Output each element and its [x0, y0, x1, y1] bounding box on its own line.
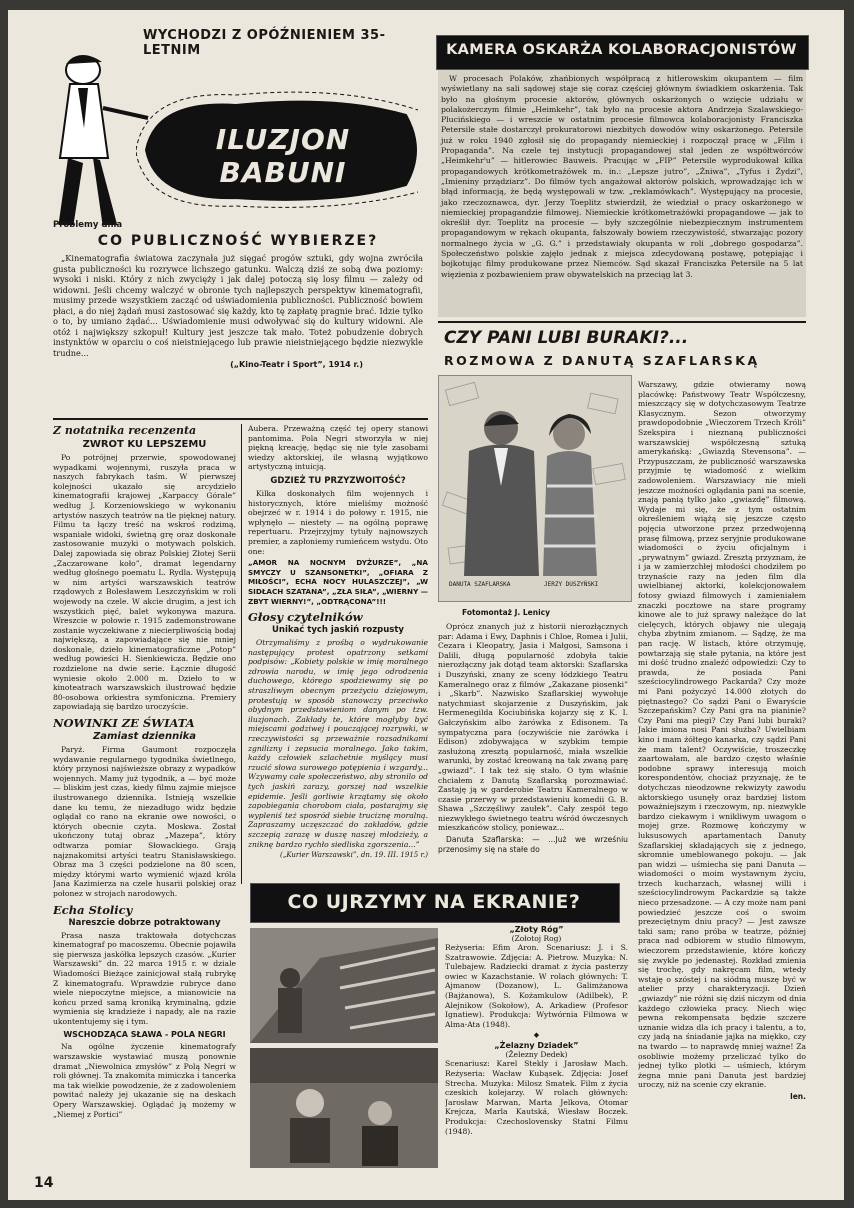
- buraki-column-1: [438, 622, 628, 897]
- photo-caption-left: DANUTA SZAFLARSKA: [449, 581, 511, 588]
- ekran-title: CO UJRZYMY NA EKRANIE?: [287, 891, 581, 913]
- left-column-2: [248, 424, 428, 886]
- echa-body: Prasa nasza traktowała dotychczas kinematograf po macoszemu. Obecnie pojawiła się pierwsza jaskółka lepszych czasów. „Kurier Warszawski” dn. 22 marca 1915 r. w dziale Wiadomości Bieżące zainicjował stałą rubrykę Z kinematografu. Wprawdzie rubryce dano wiele niepoczytne miejsce, a mianowicie na końcu przed samą kroniką kryminalną, gdzie wymienia się kradzieże i napady, ale na razie ukontentujemy się i tym.: [53, 930, 236, 1026]
- buraki-subtitle: ROZMOWA Z DANUTĄ SZAFLARSKĄ: [444, 353, 760, 368]
- gdziez-body: Kilka doskonałych film wojennych i historycznych, które mieliśmy możność obejrzeć w r. 1914 i do połowy r. 1915, nie wpłynęło — niestety — na ogólną poprawę repertuaru. Przejrzyjmy tytuły najnowszych premier, a zapłoniemy rumieńcem wstydu. Oto one:: [248, 488, 428, 556]
- kamera-body: W procesach Polaków, zhańbionych współpracą z hitlerowskim okupantem — film wyświetlany na sali sądowej staje się coraz częściej głównym świadkiem oskarżenia. Tak było na głośnym procesie aktorów, głównych oskarżonych o wzięcie udziału w polakożerczym filmie „Heimkehr”, tak było na procesie aktora Andrzeja Szalawskiego-Plucińskiego — i wreszcie w ostatnim procesie filmowca kolaboracjonisty Franciszka Petersile stałe dostarczył prokuratorowi niezbitych dowodów winy oskarżonego. Petersile już w roku 1940 zgłosił się do propagandy niemieckiej i rozpoczął pracę w „Film i Propaganda”. Na czele tej instytucji propagandowej stał jeden ze współtwórców „Heimkehr'u” — hitlerowiec Bauweis. Pracując w „FIP” Petersile wyprodukował kilka propagandowych krótkometrażówek m. in.: „Lepsze jutro”, „Żniwa”, „Tyfus i Żydzi”, „Imieniny prządziarz”. Do filmów tych angażował aktorów polskich, wprowadzając ich w błąd informacją, że będą występowali w tzw. „reklamówkach”. Występujący na procesie, jako rzeczoznawca, dyr. Jerzy Toeplitz stwierdził, że wiedział o pracy oskarżonego w niemieckiej propagandzie filmowej. Niemieckie krótkometrażówki propagandowe — jak to określił dyr. Toeplitz na procesie — były szczególnie niebezpiecznym instrumentem propagandowym w rękach okupanta, fałszowały bowiem rzeczywistość, stwarzając pozory normalnego życia w „G. G.” i przedstawiały okupanta w roli „dobrego gospodarza”. Społeczeństwo polskie zajęło jednak z miejsca zdecydowaną postawę, potępiając i bojkotując filmy produkowane przez Niemców. Sąd skazał Franciszka Petersile na 5 lat więzienia z pozbawieniem praw obywatelskich na przeciąg lat 3.: [441, 74, 803, 279]
- divider-right-top: [438, 321, 806, 323]
- glosy-subtitle: Unikać tych jaskiń rozpusty: [272, 625, 404, 636]
- film1-orig: (Zołotoj Rog): [511, 934, 562, 943]
- kamera-article: [438, 70, 806, 317]
- nowinki-subtitle: Zamiast dziennika: [92, 731, 197, 743]
- film-separator-icon: ◆: [533, 1031, 540, 1040]
- wschodzaca-body: Na ogólne życzenie kinematografy warszawskie wystawiać muszą ponownie dramat „Niewolnica zmysłów” z Polą Negri w roli głównej. Ta znakomita mimiczka i tancerka ma tak wielkie powodzenie, że z zadowoleniem powitać należy jej ukazanie się na deskach Opery Warszawskiej. Oglądać ją możemy w „Niemej z Portici”: [53, 1042, 236, 1119]
- problemy-section: [53, 220, 423, 415]
- buraki-column-2: [638, 380, 806, 1180]
- nowinki-title: NOWINKI ZE ŚWIATA: [53, 716, 195, 731]
- film2-title: „Żelazny Dziadek”: [494, 1041, 579, 1051]
- buraki-col2: Warszawy, gdzie otwieramy nową placówkę: Państwowy Teatr Współczesny, mieszczący się w dotychczasowym Teatrze Klasycznym. Sezon otworzymy prawdopodobnie „Wieczorem Trzech Króli” Szekspira i nieznaną publiczności warszawskiej współczesną sztuką amerykańską: „Gwiazdą Stevensona”. — Przypuszczam, że publiczność warszawska przyjmie tę wiadomość z wielkim zadowoleniem. Warszawiacy nie mieli jeszcze możności oglądania pani na scenie, znają panią tylko jako „gwiazdę” filmową. Wydaje mi się, że z tym ostatnim określeniem wiążą się jeszcze często pojęcia utworzone przez przedwojenną prasę filmową, przez seryjnie produkowane wiadomości o życiu oficjalnym i „prywatnym” gwiazd. Zresztą przyznam, że i ja w zamierzchłej młodości chodziłem po trzynaście razy na jeden film dla uwielbianej aktorki, kolekcjonowałem fotosy gwiazd filmowych i zamieniałem znaczki pocztowe na stare programy kinowe ale to już sprawy należące do lat cielęcych, których objawy nie ulegają chyba zbytnim zmianom. — Sądzę, że ma pan rację. W listach, które otrzymuję, powtarzają się stałe pytania, na które jest mi dość trudno znaleźć odpowiedzi: Czy to prawda, że posiada Pani sześciocylindrowego Packarda? Czy może mi Pani pożyczyć 14.000 złotych do piętnastego? Co sądzi Pani o Ewaryście Szczepańskim? Czy Pani gra na pianinie? Czy Pani ma piegi? Czy Pani lubi buraki? Jakie imiona nosi Pani służba? Uwielbiam kino i mam żółtego kanarka, czy sądzi Pani że mam talent? Oczywiście, troszeczkę zaartowałam, ale bardzo często właśnie podobne sprawy interesują moich korespondentów, chociaż przyznaję, że te dotychczas nieodzowne rekwizyty zawodu aktorskiego usunęły oraz bardziej listom poważniejszym i rzeczowym, np. niezwykle bardzo ciekawym i wnikliwym uwagom o mojej grze. Rozmowę kończymy w luksusowych apartamentach Danuty Szaflarskiej składających się z jednego, skromnie umeblowanego pokoju. — Jak pan widzi — uśmiecha się pani Danuta — wiadomości o moim wystawnym życiu, trzech kucharzach, własnej willi i sześciocylindrowym Packardzie są także nieco przesadzone. — A czy może nam pani powiedzieć jeszcze coś o swoim prezeciętnym dniu pracy? — Jest zawsze taki sam; rano próba w teatrze, później praca nad odbiorem w studio filmowym, wieczorem przedstawienie, które kończy się zwykle po jedenastej. Rozkład zmienia się trochę, gdy nakręcam film, wtedy wstaję o szóstej i na siódmą muszę być w atelier przy charakteryzacji. Dzień „gwiazdy” nie różni się dziś niczym od dnia każdego człowieka pracy. Niech więc pewna rekompensata będzie szczere uznanie widza dla ich pracy i talentu, a to, czy jadą na śniadanie jajka na miękko, czy na twardo — to naprawdę mniej ważne! Za osobliwie możemy przeliczać tylko do jednej tylko plotki — uśmiech, którym żegna mnie pani Danuta jest bardziej uroczy, niż na scenie czy ekranie.: [638, 380, 806, 1090]
- problemy-body: „Kinematografia światowa zaczynała już sięgać progów sztuki, gdy wojna zwróciła gusta publiczności ku rozrywce lichszego gatunku. Walczą dziś ze sobą dwa poziomy: wysoki i niski. Który z nich zwycięży i jak dalej potoczą się losy filmu — zależy od widowni. Jeśli chcemy walczyć w obronie tych najlepszych perspektyw kinematografii, musimy przede wszystkiem zacząć od uświadomienia publiczności. Publiczność bowiem płaci, a do niej żądań musi zastosować się każdy, kto tę zapłatę pragnie brać. Idzie tylko o to, by umiano żądać... Uświadomienie musi odwoływać się do kultury widowni. Ale otóż i największy szkopuł! Kultury jest jeszcze tak mało. Toteż pobudzenie dobrych instynktów w oparciu o coś nieistniejącego lub prawie nieistniejącego będzie niezwykle trudne...: [53, 253, 423, 358]
- echa-title: Echa Stolicy: [53, 902, 133, 917]
- logo-text: ILUZJON BABUNI: [215, 123, 351, 189]
- notatnik-body: Po potrójnej przerwie, spowodowanej wypadkami wojennymi, ruszyła praca w naszych fabrykach taśm. W pierwszej kolejności ukazało się arcydzieło kinematografii krajowej „Karpaccy Górale” według J. Korzeniowskiego w wykonaniu artystów naszych teatrów na tle pięknej natury. Filmu ta łączy treść na wskroś rodzimą, wspaniałe widoki, świetną grę oraz doskonałe zastosowanie muzyki o motywach polskich. Dalej zapowiada się obraz Polskiej Złotej Serii „Zaczarowane koło”, dramat legendarny według głośnego poematu L. Rydla. Występują w nim artyści warszawskich teatrów rządowych z Bolesławem Leszczyńskim w roli wojewody na czele. W akcie drugim, a jest ich wszystkich pięć, balet wykonywa mazura. Wreszcie w połowie r. 1915 zademonstrowane zostanie wyczekiwane z niecierpliwością bodaj największą, a zapowiadające się nie mniej doskonale, dzieło kinematograficzne „Potop” według powieści H. Sienkiewicza. Będzie ono rozdzielone na dwie serie. Łącznie długość wyniesie około 2.000 m. Dzieło to w kinoteatrach warszawskich ilustrować będzie 80-osobowa orkiestra symfoniczna. Premiery zapowiadają się bardzo uroczyście.: [53, 453, 236, 712]
- divider-left-vertical: [241, 424, 242, 884]
- photo-caption-right: JERZY DUSZYŃSKI: [544, 581, 599, 588]
- glosy-body: Otrzymaliśmy z prośbą o wydrukowanie następujący protest opatrzony setkami podpisów: „Kobiety polskie w imię moralnego zdrowia narodu, w imię jego odrodzenia duchowego, którego spodziewamy się po straszliwym obecnym przeżyciu dziejowym, protestują w sposób stanowczy przeciwko obydnym przedstawieniom danym po tzw. iluzjonach. Zakłady te, które mogłyby być miejscami godziwej i pouczającej rozrywki, w rzeczywistości są przeważnie rozsadnikami zgnilizny i zepsucia moralnego. Jako takim, każdy człowiek szlachetnie myślący musi rzucić słowa surowego potępienia i wzgardy... Wzywamy całe społeczeństwo, aby stronilo od tych jaskiń zarazy, gorszej nad wszelkie epidemie. Jeśli gorliwie krzątamy się około zapobiegania chorobom ciała, postarajmy się wypleniś też sposród siebie truciznę moralną. Zapraszamy uczęszczać do zakładów, gdzie szczepią zarazę w duszę naszej młodzieży, a zniknę bardzo rychło siedliska zgorszenia...”: [248, 638, 428, 849]
- photo-credit: Fotomontaż J. Lenicy: [462, 608, 551, 617]
- wschodzaca-title: WSCHODZĄCA SŁAWA - POLA NEGRI: [63, 1030, 226, 1040]
- buraki-col1: Oprócz znanych już z historii nierozłącznych par: Adama i Ewy, Daphnis i Chloe, Romea i Julii, Cezara i Kleopatry, Jasia i Małgosi, Samsona i Dalili, długą popularność zdobyła takie nierozłączny jak dotąd team aktorski: Szaflarska i Duszyński, znany ze sceny łódzkiego Teatru Kameralnego oraz z filmów „Zakazane piosenki” i „Skarb”. Nazwisko Szaflarskiej wywołuje natychmiast skojarzenie z Duszyńskim, jak Hermenegilda Kociubińska kojarzy się z K. I. Gałczyńskim albo żarówka z Edisonem. Ta sympatyczna para (oczywiście nie żarówka i Edison) zdobywająca w szybkim tempie zasłużoną zresztą popularność, miała wszelkie warunki, by zostać kreowaną na tak zwaną parę „gwiazd”. I tak też się stało. O tym właśnie chciałem z Danutą Szaflarską porozmawiać. Zastaję ją w garderobie Teatru Kameralnego w czasie przerwy w przedstawieniu komedii G. B. Shawa „Szczęśliwy zaułek”. Cały zespół tego niezwykłego świetnego teatru wśród ówczesnych mieszkańców stolicy, poniewaz...: [438, 622, 628, 833]
- film2-body: Scenariusz: Karel Stekly i Jarosław Mach. Reżyseria: Wacław Kubąsek. Zdjęcia: Josef Strecha. Muzyka: Milosz Smatek. Film z życia czeskich kolejarzy. W rolach głównych: Jarosław Marwan, Marta Jelkova, Otomar Krejcza, Marla Kautská, Wiesław Boczek. Produkcja: Czechoslovensky Statni Filmu (1948).: [445, 1059, 628, 1136]
- gdziez-title: GDZIEŻ TU PRZYZWOITOŚĆ?: [270, 475, 406, 486]
- problemy-title: CO PUBLICZNOŚĆ WYBIERZE?: [97, 233, 379, 249]
- film2-scene-icon: [250, 1048, 438, 1168]
- buraki-title: CZY PANI LUBI BURAKI?...: [444, 328, 689, 348]
- aubera-body: Aubera. Przeważną część tej opery stanowi pantomima. Pola Negri stworzyła w niej piękną kreację, będąc się nie tyle zasobami wiedzy aktorskiej, ile własną wyjątkowo artystyczną intuicją.: [248, 424, 428, 472]
- glosy-title: Głosy czytelników: [248, 610, 363, 625]
- film1-scene-icon: [250, 928, 438, 1043]
- gdziez-titles: „AMOR NA NOCNYM DYŻURZE”, „NA SMYCZY U SZANSONETKI”, „OFIARA Z MIŁOŚCI”, ECHA NOCY HULASZCZEJ”, „W SIDŁACH SZATANA”, „ZŁA SIŁA”, „WIERNY — ZBYT WIERNY!”, „ODTRĄCONA”!!!: [248, 558, 428, 606]
- notatnik-title: Z notatnika recenzenta: [53, 424, 197, 437]
- glosy-source: („Kurier Warszawski”, dn. 19. III. 1915 r.): [279, 851, 428, 860]
- fotomontaz-photo: [438, 375, 632, 602]
- header-kicker: WYCHODZI Z OPÓŹNIENIEM 35-LETNIM: [143, 28, 386, 58]
- buraki-signature: len.: [790, 1091, 806, 1101]
- echa-subtitle: Nareszcie dobrze potraktowany: [68, 917, 221, 928]
- film1-body: Reżyseria: Efim Aron. Scenariusz: J. i S. Szatrawowie. Zdjęcia: A. Pietrow. Muzyka: N. Tulebajew. Radziecki dramat z życia pasterzy owiec w Kazachstanie. W rolach głównych: T. Ajmanow (Dozanow), L. Galimżanowa (Bajżanowa), S. Kożamkulow (Adilbek), P. Alejnikow (Sokołow), A. Arkadiew (Profesor Ignatiew). Produkcja: Wytwórnia Filmowa w Alma-Ata (1948).: [445, 943, 628, 1029]
- film2-still: [250, 1048, 438, 1168]
- notatnik-subtitle: ZWROT KU LEPSZEMU: [82, 439, 207, 450]
- ekran-text: [445, 925, 628, 1170]
- kamera-title: KAMERA OSKARŻA KOLABORACJONISTÓW: [446, 42, 797, 58]
- couple-illustration-icon: [439, 376, 631, 601]
- page-number: 14: [34, 1175, 54, 1191]
- film2-orig: (Železny Dedek): [505, 1050, 568, 1060]
- film1-title: „Złoty Róg”: [509, 925, 564, 934]
- film1-still: [250, 928, 438, 1043]
- magazine-page: [8, 10, 844, 1200]
- problemy-source: („Kino-Teatr i Sport”, 1914 r.): [230, 360, 363, 369]
- divider-left-top: [53, 418, 428, 420]
- nowinki-body: Paryż. Firma Gaumont rozpoczęła wydawanie regularnego tygodnika świetlnego, który przynosi najświeższe obrazy z wypadków wojennych. Mamy już tygodnik, a — być może — bliskim jest czas, kiedy filmu zajmie miejsce ilustrowanego dziennika. Istnieją wszelkie dane ku temu, że niezadługo widz będzie oglądał co rano na ekranie owe nowości, o których obecnie czyta. Moskwa. Został ukończony tutaj obraz „Mazepa”, który odtwarza pomiar Słowackiego. Grają najznakomitsi artyści teatru Stanisławskiego. Obraz ma 3 części podzielone na 80 scen, między którymi warto wymienić wjazd króla Jana Kazimierza na czele husarii polskiej oraz połonez w strojach narodowych.: [53, 745, 236, 898]
- buraki-col1-end: Danuta Szaflarska: — ...Już we wrześniu przenosimy się na stałe do: [438, 835, 628, 854]
- problemy-label: Problemy dnia: [53, 220, 123, 230]
- iluzjon-header: [18, 20, 428, 225]
- left-column-1: [53, 424, 236, 1182]
